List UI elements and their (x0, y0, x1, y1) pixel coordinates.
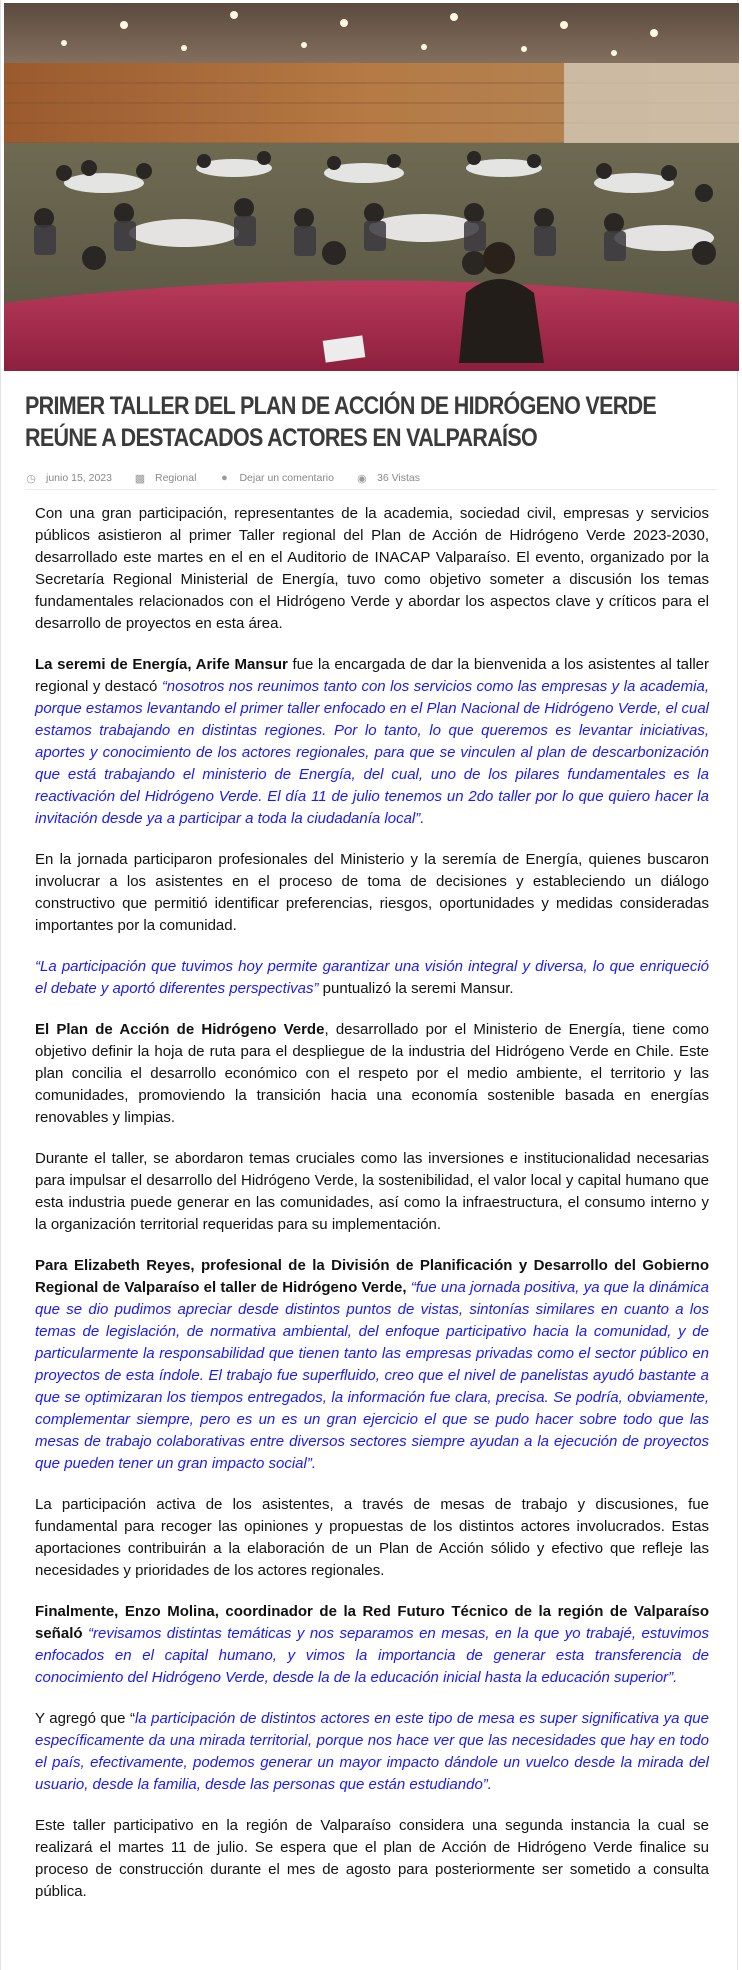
article-hero-photo (4, 3, 739, 371)
paragraph-7-lead: Para Elizabeth Reyes, profesional de la División de Planificación y Desarrollo del Gobierno Regional de Valparaíso el taller de Hidrógeno Verde, (35, 1257, 709, 1296)
article-body (35, 503, 709, 1922)
paragraph-2-text: fue la encargada de dar la bienvenida a los asistentes al taller regional y destacó (35, 656, 709, 695)
paragraph-7 (35, 1255, 709, 1475)
paragraph-10 (35, 1708, 709, 1796)
meta-category[interactable] (134, 472, 196, 485)
paragraph-10-quote: la participación de distintos actores en este tipo de mesa es super significativa ya que específicamente da una mirada territorial, porque nos hace ver que las necesidades que hay en todo el país, efectivamente, podemos generar un mayor impacto dándole un vuelco desde la mirada del usuario, desde la familia, desde las personas que están estudiando”. (35, 1710, 709, 1793)
paragraph-4 (35, 956, 709, 1000)
paragraph-2-lead: La seremi de Energía, Arife Mansur (35, 656, 288, 673)
paragraph-9-quote: “revisamos distintas temáticas y nos separamos en mesas, en la que yo trabajé, estuvimos enfocados en el capital humano, y vimos la importancia de generar esta transferencia de conocimiento del Hidrógeno Verde, desde la de la educación inicial hasta la educación superior”. (35, 1625, 709, 1686)
meta-category-link[interactable]: Regional (154, 472, 197, 484)
paragraph-2 (35, 654, 709, 830)
meta-views-text: 36 Vistas (376, 472, 420, 484)
paragraph-5-text: , desarrollado por el Ministerio de Energía, tiene como objetivo definir la hoja de ruta para el despliegue de la industria del Hidrógeno Verde en Chile. Este plan concilia el desarrollo económico con el respeto por el medio ambiente, el territorio y las comunidades, promoviendo la transición hacia una economía sostenible basada en energías renovables y limpias. (35, 1021, 710, 1126)
paragraph-10-text: Y agregó que “ (35, 1710, 135, 1727)
meta-date (25, 472, 112, 485)
paragraph-9-lead: Finalmente, Enzo Molina, coordinador de la Red Futuro Técnico de la región de Valparaíso señaló (35, 1603, 709, 1642)
paragraph-5-lead: El Plan de Acción de Hidrógeno Verde (35, 1021, 325, 1038)
meta-comments[interactable] (218, 472, 334, 484)
paragraph-6: Durante el taller, se abordaron temas cruciales como las inversiones e institucionalidad necesarias para impulsar el desarrollo del Hidrógeno Verde, la sostenibilidad, el valor local y capital humano que esta industria puede generar en las comunidades, así como la infraestructura, el consumo interno y la organización territorial requeridas para su implementación. (35, 1150, 709, 1233)
comment-icon: ● (221, 472, 228, 484)
eye-icon: ◉ (357, 472, 367, 485)
article-meta (25, 467, 717, 490)
paragraph-8: La participación activa de los asistentes, a través de mesas de trabajo y discusiones, fue fundamental para recoger las opiniones y propuestas de los distintos actores involucrados. Estas aportaciones contribuirán a la elaboración de un Plan de Acción sólido y efectivo que refleje las necesidades y prioridades de los actores regionales. (35, 1496, 709, 1579)
folder-icon: ▩ (134, 472, 146, 485)
meta-date-text: junio 15, 2023 (46, 472, 112, 484)
paragraph-3: En la jornada participaron profesionales del Ministerio y la seremía de Energía, quienes buscaron involucrar a los asistentes en el proceso de toma de decisiones y estableciendo un diálogo constructivo que permitió identificar preferencias, riesgos, oportunidades y medidas consideradas importantes por la comunidad. (35, 851, 709, 934)
clock-icon: ◷ (26, 472, 36, 485)
paragraph-4-quote: “La participación que tuvimos hoy permite garantizar una visión integral y diversa, lo que enriqueció el debate y aportó diferentes perspectivas” (35, 958, 709, 997)
paragraph-11: Este taller participativo en la región de Valparaíso considera una segunda instancia la cual se realizará el martes 11 de julio. Se espera que el plan de Acción de Hidrógeno Verde finalice su proceso de construcción durante el mes de agosto para posteriormente ser sometido a consulta pública. (35, 1817, 709, 1900)
meta-views (356, 472, 420, 485)
paragraph-4-text: puntualizó la seremi Mansur. (318, 980, 514, 997)
meta-comments-link[interactable]: Dejar un comentario (239, 472, 334, 484)
paragraph-7-quote: “fue una jornada positiva, ya que la dinámica que se dio pudimos apreciar desde distintos puntos de vistas, sintonías similares en cuanto a los temas de legislación, de normativa ambiental, del enfoque participativo hacia la comunidad, y de particularmente la responsabilidad que tienen tanto las empresas privadas como el sector público en proyectos de esta índole. El trabajo fue superfluido, creo que el nivel de panelistas ayudó bastante a que se optimizaran los tiempos entregados, la información fue clara, precisa. Se podría, obviamente, complementar siempre, pero es un es un gran ejercicio el que se pudo hacer sobre todo que las mesas de trabajo colaborativas entre diversos sectores siempre ayudan a la ejecución de proyectos que pueden tener un gran impacto social”. (35, 1279, 710, 1472)
article-title: PRIMER TALLER DEL PLAN DE ACCIÓN DE HIDRÓGENO VERDE REÚNE A DESTACADOS ACTORES EN VALPARAÍSO (25, 392, 657, 452)
paragraph-2-quote: “nosotros nos reunimos tanto con los servicios como las empresas y la academia, porque estamos levantando el primer taller enfocado en el Plan Nacional de Hidrógeno Verde, el cual estamos trabajando en distintas regiones. Por lo tanto, lo que queremos es levantar iniciativas, aportes y conocimiento de los actores regionales, para que se vinculen al plan de descarbonización que está trabajando el ministerio de Energía, del cual, uno de los pilares fundamentales es la reactivación del Hidrógeno Verde. El día 11 de julio tenemos un 2do taller por lo que quiero hacer la invitación desde ya a participar a toda la ciudadanía local”. (35, 678, 709, 827)
paragraph-5 (35, 1019, 709, 1129)
paragraph-1: Con una gran participación, representantes de la academia, sociedad civil, empresas y servicios públicos asistieron al primer Taller regional del Plan de Acción de Hidrógeno Verde 2023-2030, desarrollado este martes en el en el Auditorio de INACAP Valparaíso. El evento, organizado por la Secretaría Regional Ministerial de Energía, tuvo como objetivo someter a discusión los temas fundamentales relacionados con el Hidrógeno Verde y abordar los aspectos clave y críticos para el desarrollo de proyectos en esta área. (35, 505, 709, 632)
paragraph-9 (35, 1601, 709, 1689)
